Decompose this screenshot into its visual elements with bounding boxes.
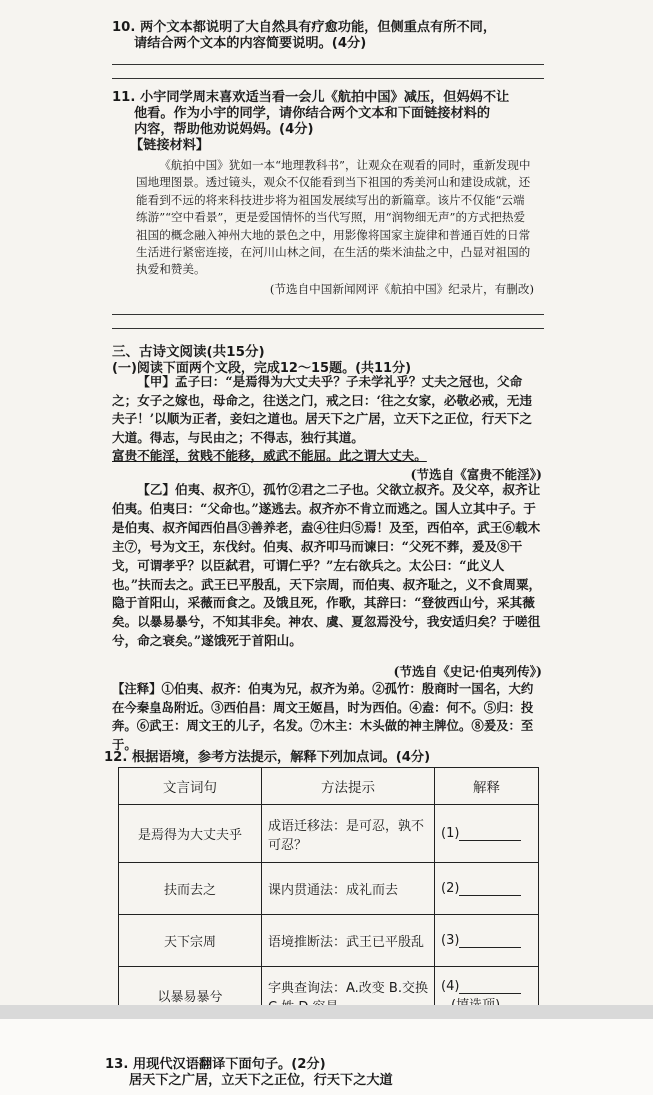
answer-line bbox=[112, 78, 544, 79]
passage-a-source: (节选自《富贵不能淫》) bbox=[410, 466, 542, 482]
question-11-line1: 11. 小宇同学周末喜欢适当看一会儿《航拍中国》减压，但妈妈不让 bbox=[112, 90, 510, 105]
page-separator bbox=[0, 1005, 653, 1019]
answer-blank[interactable] bbox=[459, 883, 521, 896]
table-row bbox=[119, 805, 539, 863]
question-10-line1: 10. 两个文本都说明了大自然具有疗愈功能，但侧重点有所不同， bbox=[112, 20, 497, 35]
table-row bbox=[119, 915, 539, 967]
row-phrase: 是焉得为大丈夫乎 bbox=[119, 805, 262, 863]
answer-label: (3) bbox=[441, 933, 460, 948]
row-phrase: 天下宗周 bbox=[119, 915, 262, 967]
row-hint: 字典查询法：A.改变 B.交换 bbox=[262, 967, 435, 1025]
row-answer-cell bbox=[435, 863, 539, 915]
answer-line bbox=[112, 314, 544, 315]
question-11 bbox=[112, 90, 544, 154]
passage-b-source: (节选自《史记·伯夷列传》) bbox=[393, 664, 542, 680]
question-13-line2: 居天下之广居，立天下之正位，行天下之大道 bbox=[129, 1073, 393, 1088]
question-13 bbox=[105, 1057, 545, 1089]
header-answer: 解释 bbox=[435, 768, 539, 805]
worksheet-page-2 bbox=[0, 1019, 653, 1095]
answer-blank[interactable] bbox=[459, 981, 521, 994]
row-answer-cell bbox=[435, 915, 539, 967]
question-12-title: 12. 根据语境，参考方法提示，解释下列加点词。(4分) bbox=[104, 750, 431, 765]
answer-line bbox=[112, 64, 544, 65]
passage-a bbox=[112, 373, 542, 485]
answer-label: (1) bbox=[441, 826, 460, 841]
row-hint: 课内贯通法：成礼而去 bbox=[262, 863, 435, 915]
q12-table bbox=[118, 767, 539, 1025]
row-phrase: 扶而去之 bbox=[119, 863, 262, 915]
row-answer-cell bbox=[435, 805, 539, 863]
link-material-text: 《航拍中国》犹如一本“地理教科书”，让观众在观看的同时，重新发现中国地理图景。透过镜头，观众不仅能看到当下祖国的秀美河山和建设成就，还能看到不远的将来科技进步将为祖国发展续写出的新篇章。该片不仅能“云端练游”“空中看景”，更是爱国情怀的当代写照，用“润物细无声”的方式把热爱祖国的概念融入神州大地的景色之中，用影像将国家主旋律和普通百姓的日常生活进行紧密连接，在河川山林之间，在生活的柴米油盐之中，凸显对祖国的执爱和赞美。 bbox=[136, 158, 531, 277]
question-10 bbox=[112, 20, 542, 52]
link-material-source: (节选自中国新闻网评《航拍中国》纪录片，有删改) bbox=[269, 281, 534, 296]
link-material-box bbox=[128, 153, 542, 306]
header-phrase: 文言词句 bbox=[119, 768, 262, 805]
passage-a-text: 【甲】孟子曰：“是焉得为大丈夫乎？子未学礼乎？丈夫之冠也，父命之；女子之嫁也，母命之，往送之门，戒之曰：‘往之女家，必敬必戒，无违夫子！’以顺为正者，妾妇之道也。居天下之广居，立天下之正位，行天下之大道。得志，与民由之；不得志，独行其道。 bbox=[112, 374, 532, 445]
answer-blank[interactable] bbox=[459, 828, 521, 841]
section-subtitle: (一)阅读下面两个文段，完成12～15题。(共11分) bbox=[112, 361, 412, 376]
row-phrase: 以暴易暴兮 bbox=[119, 967, 262, 1025]
notes-text: 【注释】①伯夷、叔齐：伯夷为兄，叔齐为弟。②孤竹：殷商时一国名，大约在今秦皇岛附近。③西伯昌：周文王姬昌，时为西伯。④盍：何不。⑤归：投奔。⑥武王：周文王的儿子，名发。⑦木主：木头做的神主牌位。⑧爰及：至于。 bbox=[112, 681, 534, 752]
row-hint: 语境推断法：武王已平殷乱 bbox=[262, 915, 435, 967]
notes bbox=[112, 680, 542, 754]
answer-line bbox=[112, 328, 544, 329]
answer-label: (2) bbox=[441, 881, 460, 896]
answer-label: (4) bbox=[441, 978, 460, 994]
question-13-line1: 13. 用现代汉语翻译下面句子。(2分) bbox=[105, 1057, 326, 1072]
table-row bbox=[119, 863, 539, 915]
question-11-line3: 内容，帮助他劝说妈妈。(4分) bbox=[134, 122, 314, 137]
section-title: 三、古诗文阅读(共15分) bbox=[112, 344, 265, 360]
link-material-title: 【链接材料】 bbox=[130, 138, 210, 153]
row-hint: 成语迁移法：是可忍，孰不可忍？ bbox=[262, 805, 435, 863]
passage-b-text: 【乙】伯夷、叔齐①，孤竹②君之二子也。父欲立叔齐。及父卒，叔齐让伯夷。伯夷曰：“父命也。”遂逃去。叔齐亦不肯立而逃之。国人立其中子。于是伯夷、叔齐闻西伯昌③善养老，盍④往归⑤焉！及至，西伯卒，武王⑥载木主⑦，号为文王，东伐纣。伯夷、叔齐叩马而谏曰：“父死不葬，爰及⑧干戈，可谓孝乎？以臣弑君，可谓仁乎？”左右欲兵之。太公曰：“此义人也。”扶而去之。武王已平殷乱，天下宗周，而伯夷、叔齐耻之，义不食周粟，隐于首阳山，采薇而食之。及饿且死，作歌，其辞曰：“登彼西山兮，采其薇矣。以暴易暴兮，不知其非矣。神农、虞、夏忽焉没兮，我安适归矣？于嗟徂兮，命之衰矣。”遂饿死于首阳山。 bbox=[112, 482, 542, 649]
header-hint: 方法提示 bbox=[262, 768, 435, 805]
passage-b bbox=[112, 481, 542, 682]
passage-a-underlined: 富贵不能淫，贫贱不能移，威武不能屈。此之谓大丈夫。 bbox=[112, 448, 427, 464]
question-10-line2: 请结合两个文本的内容简要说明。(4分) bbox=[134, 36, 367, 51]
question-11-line2: 他看。作为小宇的同学，请你结合两个文本和下面链接材料的 bbox=[134, 106, 491, 121]
table-header-row bbox=[119, 768, 539, 805]
answer-blank[interactable] bbox=[459, 935, 521, 948]
